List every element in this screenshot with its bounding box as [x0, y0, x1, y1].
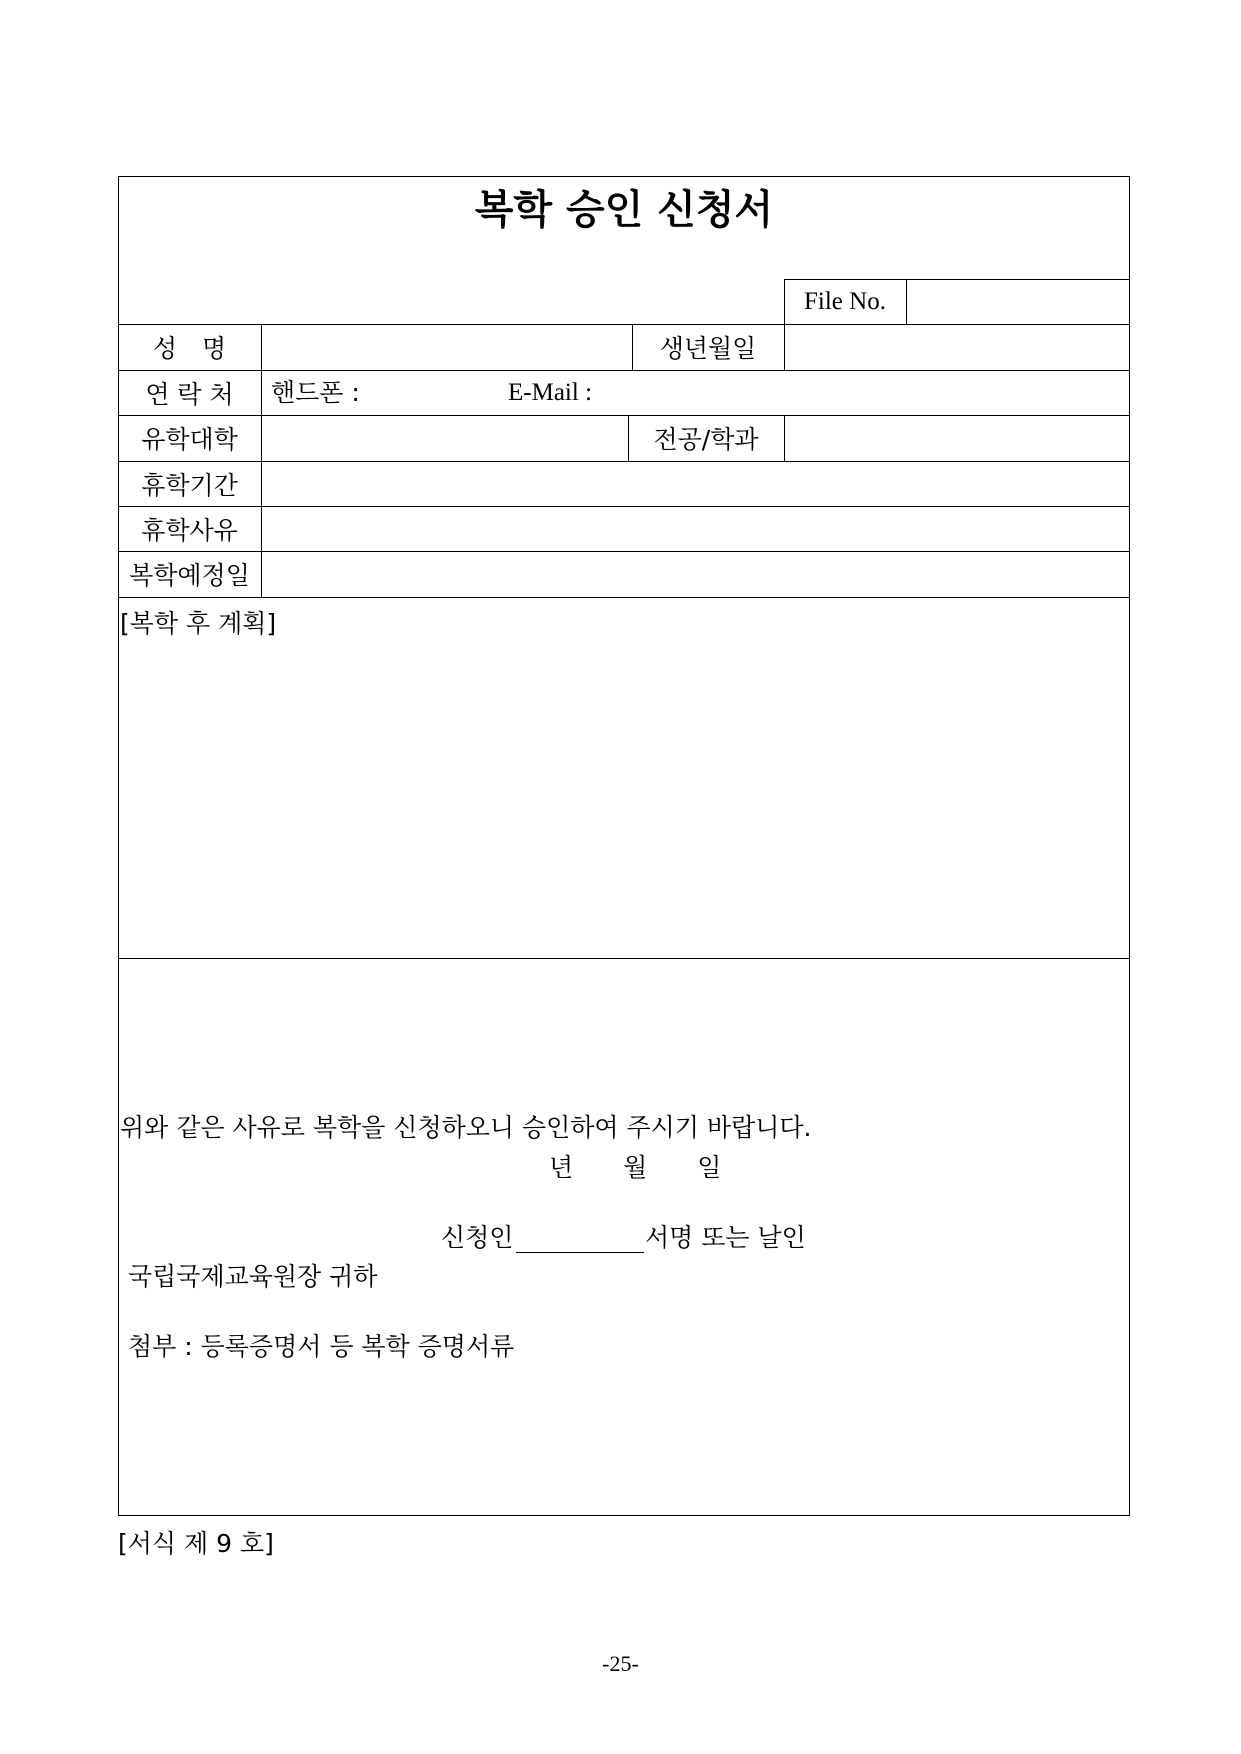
section-divider: [118, 958, 1130, 959]
applicant-label: 신청인: [441, 1223, 514, 1252]
date-line: 년 월 일: [549, 1153, 722, 1182]
email-label: E-Mail :: [508, 379, 593, 406]
page-number: -25-: [602, 1651, 639, 1676]
request-text: 위와 같은 사유로 복학을 신청하오니 승인하여 주시기 바랍니다.: [120, 1113, 812, 1142]
major-label: 전공/학과: [653, 425, 759, 454]
attachment-note: 첨부 : 등록증명서 등 복학 증명서류: [128, 1332, 515, 1361]
email-field[interactable]: [602, 371, 1129, 414]
addressee: 국립국제교육원장 귀하: [128, 1262, 378, 1291]
file-no-label: File No.: [804, 287, 886, 315]
leave-reason-label: 휴학사유: [141, 515, 238, 545]
birthdate-label: 생년월일: [659, 334, 757, 363]
form-title: 복학 승인 신청서: [474, 187, 774, 233]
leave-period-label: 휴학기간: [141, 470, 238, 500]
major-field[interactable]: [785, 416, 1129, 460]
leave-period-field[interactable]: [262, 462, 1129, 505]
plan-textarea[interactable]: [119, 644, 1129, 956]
file-no-field[interactable]: [907, 280, 1129, 323]
leave-reason-field[interactable]: [262, 507, 1129, 550]
row-divider: [118, 597, 1130, 598]
plan-label: [복학 후 계획]: [120, 609, 277, 638]
university-label: 유학대학: [141, 425, 238, 454]
birthdate-field[interactable]: [785, 325, 1129, 369]
applicant-signature-field[interactable]: [516, 1222, 644, 1253]
phone-field[interactable]: [362, 371, 502, 414]
signature-label: 서명 또는 날인: [645, 1223, 806, 1252]
phone-label: 핸드폰 :: [271, 378, 360, 407]
contact-label: 연 락 처: [145, 379, 234, 409]
name-label: 성 명: [152, 334, 227, 363]
name-field[interactable]: [262, 325, 631, 369]
return-date-field[interactable]: [262, 552, 1129, 596]
form-number: [서식 제 9 호]: [118, 1529, 274, 1558]
university-field[interactable]: [262, 416, 627, 460]
return-date-label: 복학예정일: [129, 561, 250, 590]
